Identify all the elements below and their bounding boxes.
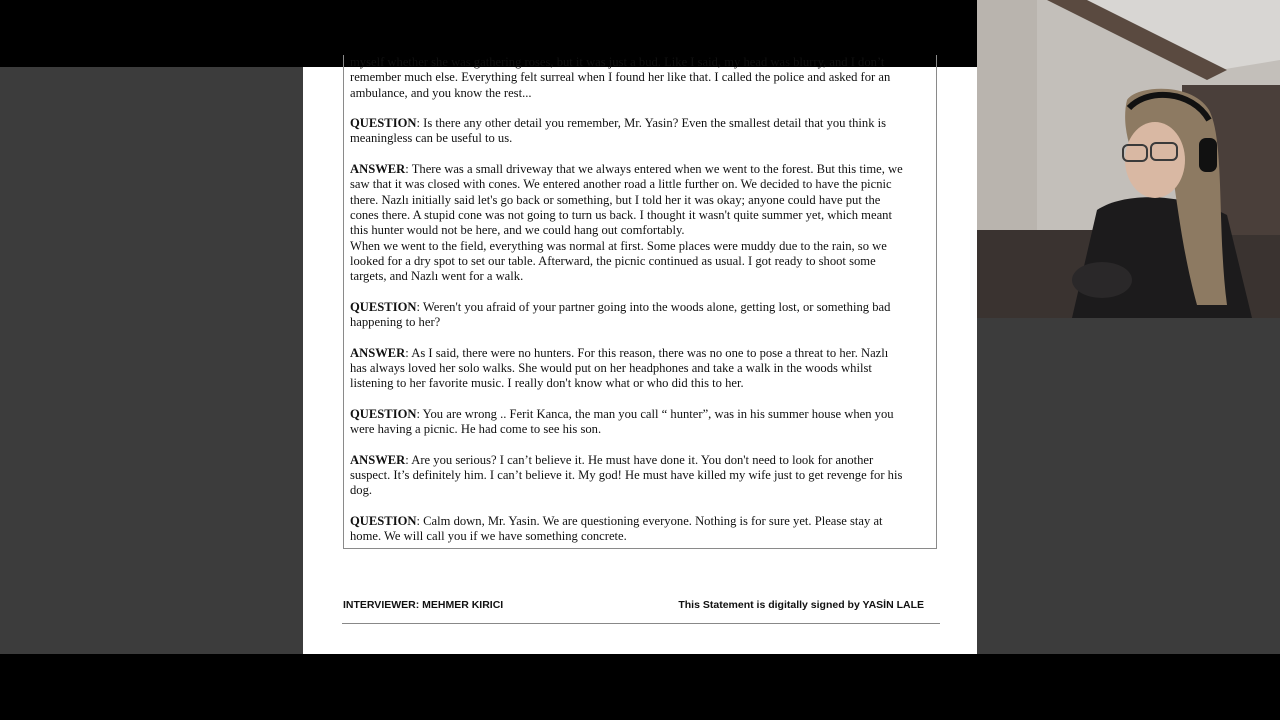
question-label: QUESTION (350, 513, 417, 528)
answer-label: ANSWER (350, 452, 406, 467)
document-page[interactable] (303, 55, 977, 654)
statement-line: When we went to the field, everything was normal at first. Some places were muddy due to the rain, so we (350, 238, 887, 253)
answer-label: ANSWER (350, 345, 406, 360)
statement-line: : You are wrong .. Ferit Kanca, the man you call “ hunter”, was in his summer house when you (416, 406, 894, 421)
statement-line: : Weren't you afraid of your partner going into the woods alone, getting lost, or something bad (416, 299, 891, 314)
statement-line: meaningless can be useful to us. (350, 131, 513, 146)
question-label: QUESTION (350, 116, 417, 131)
answer-paragraph (350, 346, 930, 392)
webcam-video (977, 0, 1280, 318)
statement-line: were having a picnic. He had come to see his son. (350, 422, 602, 437)
statement-line: : Calm down, Mr. Yasin. We are questioning everyone. Nothing is for sure yet. Please stay at (416, 513, 883, 528)
statement-line: listening to her favorite music. I really don't know what or who did this to her. (350, 376, 744, 391)
statement-line: has always loved her solo walks. She would put on her headphones and take a walk in the woods whilst (350, 360, 872, 375)
statement-line: targets, and Nazlı went for a walk. (350, 269, 524, 284)
statement-line: happening to her? (350, 315, 441, 330)
answer-label: ANSWER (350, 162, 406, 177)
statement-line: cones there. A stupid cone was not going to turn us back. I thought it wasn't quite summer yet, which meant (350, 207, 892, 222)
answer-paragraph (350, 453, 930, 499)
statement-line: : Are you serious? I can’t believe it. He must have done it. You don't need to look for another (405, 452, 874, 467)
statement-line: ambulance, and you know the rest... (350, 85, 532, 100)
question-paragraph (350, 407, 930, 438)
interviewer-label: INTERVIEWER: MEHMER KIRICI (343, 599, 504, 611)
statement-line: : There was a small driveway that we always entered when we went to the forest. But this time, we (405, 162, 903, 177)
right-pane-background (977, 318, 1280, 654)
statement-line: looked for a dry spot to set our table. Afterward, the picnic continued as usual. I got ready to shoot some (350, 253, 876, 268)
statement-line: this hunter would not be here, and we could hang out comfortably. (350, 223, 685, 238)
statement-line: remember much else. Everything felt surreal when I found her like that. I called the police and asked for an (350, 70, 891, 85)
signature-label: This Statement is digitally signed by YASİN LALE (678, 599, 924, 611)
statement-line: home. We will call you if we have something concrete. (350, 529, 627, 544)
statement-line: : Is there any other detail you remember, Mr. Yasin? Even the smallest detail that you think is (416, 116, 887, 131)
statement-line: dog. (350, 483, 373, 498)
question-paragraph (350, 300, 930, 331)
statement-line: : As I said, there were no hunters. For this reason, there was no one to pose a threat to her. Nazlı (405, 345, 889, 360)
question-label: QUESTION (350, 299, 417, 314)
question-paragraph (350, 514, 930, 545)
footer-divider (342, 623, 940, 624)
person-with-headphones-icon (977, 0, 1280, 318)
bottom-black-bar (0, 654, 1280, 720)
statement-box (343, 55, 937, 549)
statement-line: myself whether she was gathering roses, but it was just a bud. Like I said, my head was blurry, and I don’t (350, 55, 885, 69)
statement-continuation (350, 55, 930, 101)
answer-paragraph (350, 162, 930, 284)
statement-line: suspect. It’s definitely him. I can’t believe it. My god! He must have killed my wife just to get revenge for his (350, 468, 903, 483)
statement-line: there. Nazlı initially said let's go back or something, but I told her it was okay; anyone could have put the (350, 192, 881, 207)
question-paragraph (350, 116, 930, 147)
question-label: QUESTION (350, 406, 417, 421)
statement-line: saw that it was closed with cones. We entered another road a little further on. We decided to have the picnic (350, 177, 892, 192)
